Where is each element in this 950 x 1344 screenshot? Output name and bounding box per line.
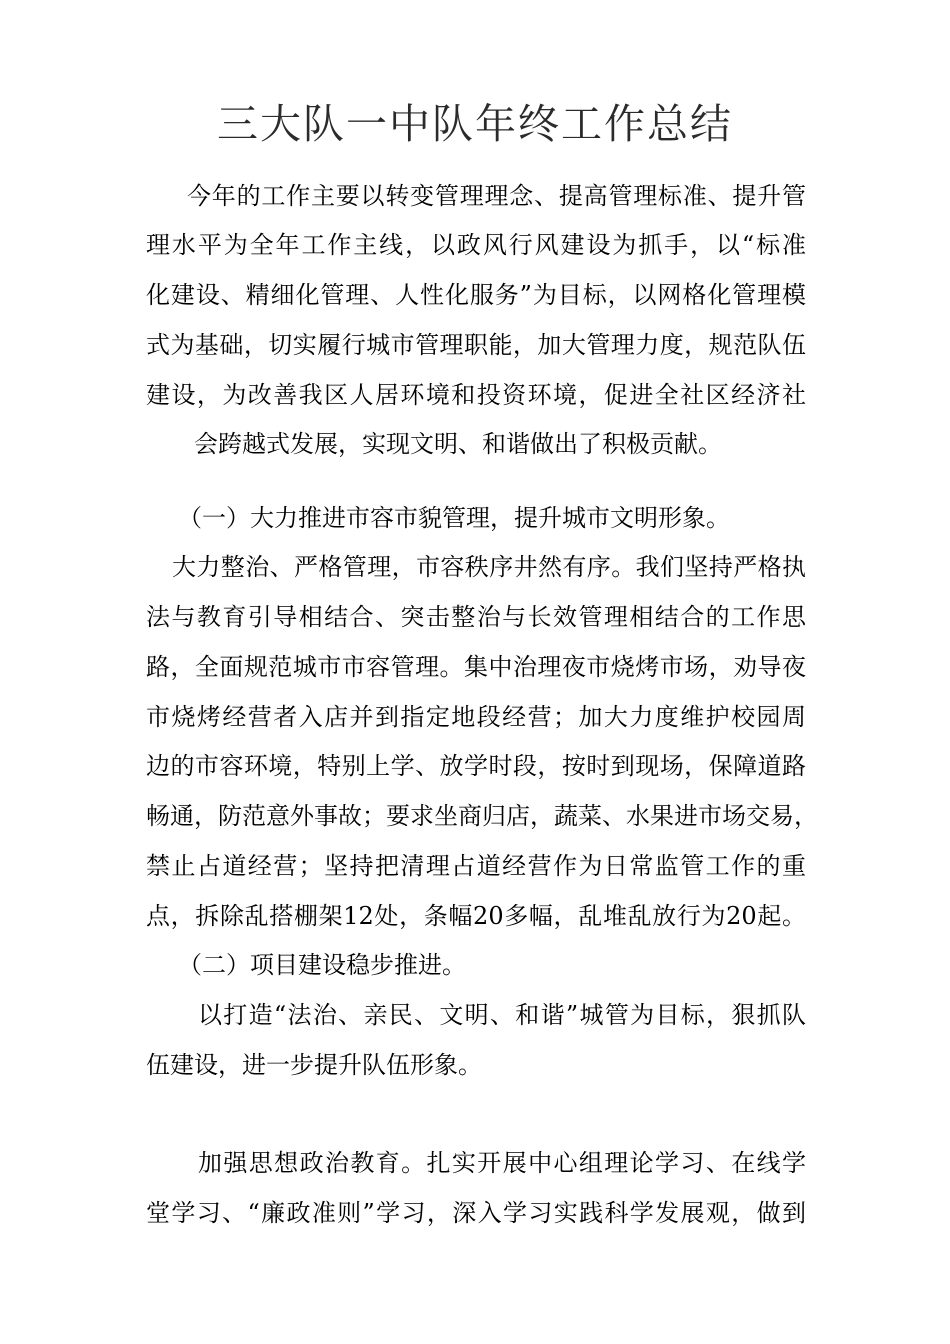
paragraph-line: 伍建设，进一步提升队伍形象。 (146, 1051, 482, 1079)
paragraph-line: 化建设、精细化管理、人性化服务”为目标，以网格化管理模 (146, 281, 806, 309)
paragraph-line: 建设，为改善我区人居环境和投资环境，促进全社区经济社 (146, 381, 806, 409)
paragraph-line: 路，全面规范城市市容管理。集中治理夜市烧烤市场，劝导夜 (146, 653, 806, 681)
section-heading: （二）项目建设稳步推进。 (178, 951, 466, 979)
document-title: 三大队一中队年终工作总结 (217, 100, 733, 148)
paragraph-line: 理水平为全年工作主线，以政风行风建设为抓手，以“标准 (146, 231, 806, 259)
paragraph-line: 点，拆除乱搭棚架12处，条幅20多幅，乱堆乱放行为20起。 (146, 902, 806, 930)
paragraph-line: 今年的工作主要以转变管理理念、提高管理标准、提升管 (187, 182, 806, 210)
paragraph-line: 法与教育引导相结合、突击整治与长效管理相结合的工作思 (146, 603, 806, 631)
paragraph-line: 会跨越式发展，实现文明、和谐做出了积极贡献。 (194, 430, 722, 458)
paragraph-line: 式为基础，切实履行城市管理职能，加大管理力度，规范队伍 (146, 331, 806, 359)
paragraph-line: 以打造“法治、亲民、文明、和谐”城管为目标，狠抓队 (198, 1001, 806, 1029)
paragraph-line: 市烧烤经营者入店并到指定地段经营；加大力度维护校园周 (146, 703, 806, 731)
paragraph-line: 禁止占道经营；坚持把清理占道经营作为日常监管工作的重 (146, 852, 806, 880)
paragraph-line: 大力整治、严格管理，市容秩序井然有序。我们坚持严格执 (172, 553, 806, 581)
section-heading: （一）大力推进市容市貌管理，提升城市文明形象。 (178, 504, 730, 532)
paragraph-line: 加强思想政治教育。扎实开展中心组理论学习、在线学 (198, 1149, 806, 1177)
paragraph-line: 边的市容环境，特别上学、放学时段，按时到现场，保障道路 (146, 752, 806, 780)
paragraph-line: 畅通，防范意外事故；要求坐商归店，蔬菜、水果进市场交易， (146, 802, 818, 830)
paragraph-line: 堂学习、“廉政准则”学习，深入学习实践科学发展观，做到 (146, 1199, 806, 1227)
